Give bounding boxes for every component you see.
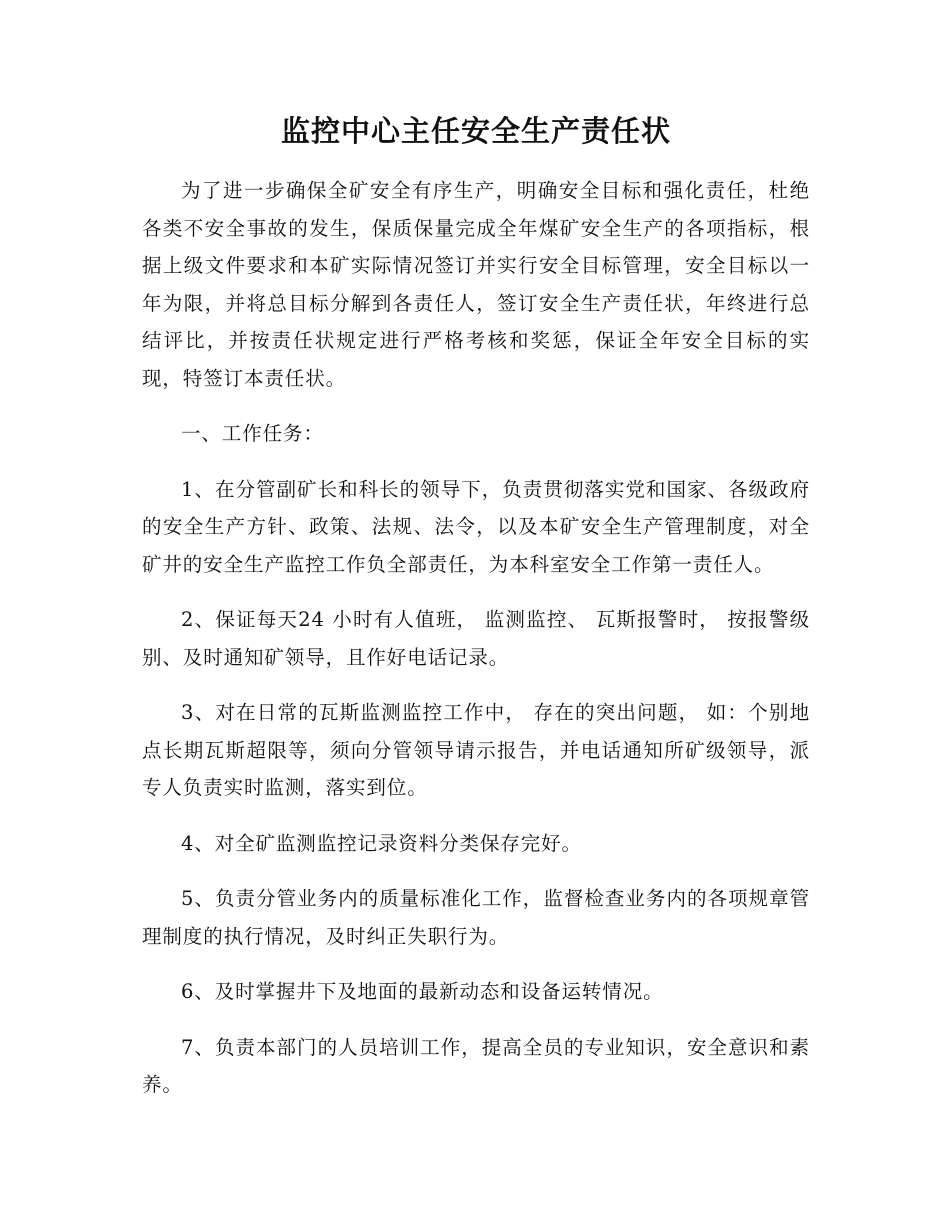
task-item-6: 6、及时掌握井下及地面的最新动态和设备运转情况。 [181,980,664,1003]
task-item-3: 3、对在日常的瓦斯监测监控工作中， 存在的突出问题， 如：个别地点长期瓦斯超限等，须向分管领导请示报告，并电话通知所矿级领导，派专人负责实时监测，落实到位。 [142,701,810,799]
task-item-5: 5、负责分管业务内的质量标准化工作，监督检查业务内的各项规章管理制度的执行情况，及时纠正失职行为。 [142,887,810,948]
document-page [142,100,810,1104]
task-item-4: 4、对全矿监测监控记录资料分类保存完好。 [181,831,582,855]
intro-paragraph: 为了进一步确保全矿安全有序生产，明确安全目标和强化责任，杜绝各类不安全事故的发生，保质保量完成全年煤矿安全生产的各项指标，根据上级文件要求和本矿实际情况签订并实行安全目标管理，安全目标以一年为限，并将总目标分解到各责任人，签订安全生产责任状，年终进行总结评比，并按责任状规定进行严格考核和奖惩，保证全年安全目标的实现，特签订本责任状。 [142,179,810,390]
section-heading-work-tasks: 一、工作任务： [181,422,324,445]
task-item-7: 7、负责本部门的人员培训工作，提高全员的专业知识，安全意识和素养。 [142,1035,810,1096]
task-item-1: 1、在分管副矿长和科长的领导下，负责贯彻落实党和国家、各级政府的安全生产方针、政策、法规、法令，以及本矿安全生产管理制度，对全矿井的安全生产监控工作负全部责任，为本科室安全工作第一责任人。 [142,477,810,576]
document-title: 监控中心主任安全生产责任状 [280,114,671,148]
task-item-2: 2、保证每天24 小时有人值班， 监测监控、 瓦斯报警时， 按报警级别、及时通知矿领导，且作好电话记录。 [142,608,810,669]
